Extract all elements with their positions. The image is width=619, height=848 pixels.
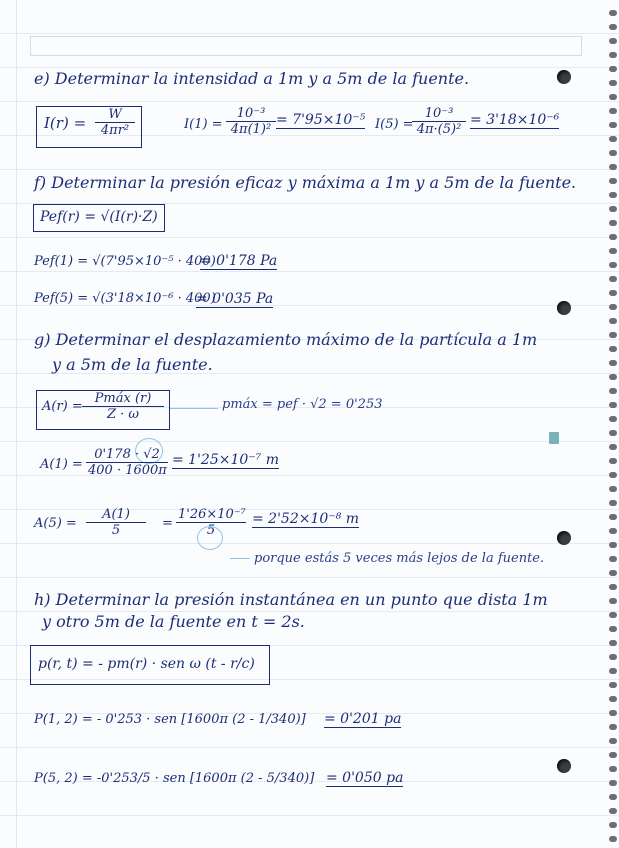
spiral-ring: [609, 332, 617, 338]
punch-hole: [557, 759, 571, 773]
displacement-formula-lhs: A(r) =: [42, 399, 83, 414]
a5-note: porque estás 5 veces más lejos de la fuente.: [254, 551, 545, 566]
spiral-ring: [609, 66, 617, 72]
spiral-ring: [609, 234, 617, 240]
spiral-ring: [609, 80, 617, 86]
spiral-ring: [609, 514, 617, 520]
spiral-ring: [609, 626, 617, 632]
punch-hole: [557, 531, 571, 545]
spiral-ring: [609, 500, 617, 506]
section-h-title-line1: h) Determinar la presión instantánea en un punto que dista 1m: [34, 590, 548, 609]
spiral-ring: [609, 696, 617, 702]
page-tab: [549, 432, 559, 444]
spiral-ring: [609, 458, 617, 464]
section-g-title-line1: g) Determinar el desplazamiento máximo de la partícula a 1m: [34, 330, 538, 349]
intensity-formula-lhs: I(r) =: [44, 114, 87, 132]
a5-lhs: A(5) =: [34, 516, 77, 531]
spiral-ring: [609, 710, 617, 716]
pmax-arrow: [170, 408, 218, 409]
a1-result: = 1'25×10⁻⁷ m: [172, 452, 280, 468]
spiral-ring: [609, 206, 617, 212]
i5-lhs: I(5) =: [375, 117, 414, 132]
spiral-ring: [609, 612, 617, 618]
margin-line: [16, 0, 17, 848]
spiral-ring: [609, 248, 617, 254]
a5-result: = 2'52×10⁻⁸ m: [252, 511, 360, 527]
i5-fraction: $\frac{\text{10⁻³}}{\text{4π·(5)²}}$: [412, 106, 466, 137]
spiral-ring: [609, 360, 617, 366]
pef1-expression: Pef(1) = √(7'95×10⁻⁵ · 400): [34, 254, 216, 269]
spiral-ring: [609, 150, 617, 156]
spiral-ring: [609, 164, 617, 170]
spiral-ring: [609, 178, 617, 184]
punch-hole: [557, 301, 571, 315]
spiral-ring: [609, 94, 617, 100]
spiral-ring: [609, 738, 617, 744]
pef5-expression: Pef(5) = √(3'18×10⁻⁶ · 400): [34, 291, 216, 306]
intensity-formula-fraction: $\frac{W}{\text{4πr²}}$: [95, 107, 135, 138]
spiral-ring: [609, 766, 617, 772]
spiral-ring: [609, 542, 617, 548]
spiral-ring: [609, 388, 617, 394]
instant-pressure-formula: p(r, t) = - pm(r) · sen ω (t - r/c): [38, 656, 255, 672]
p12-expression: P(1, 2) = - 0'253 · sen [1600π (2 - 1/340)]: [34, 712, 306, 727]
spiral-ring: [609, 584, 617, 590]
spiral-ring: [609, 108, 617, 114]
header-box: [30, 36, 582, 56]
section-e-title: e) Determinar la intensidad a 1m y a 5m de la fuente.: [34, 69, 470, 88]
pef1-result: = 0'178 Pa: [200, 253, 278, 269]
spiral-ring: [609, 304, 617, 310]
spiral-ring: [609, 122, 617, 128]
section-g-title-line2: y a 5m de la fuente.: [52, 355, 213, 374]
spiral-ring: [609, 794, 617, 800]
displacement-formula-fraction: Pmáx (r) Z · ω: [82, 391, 164, 422]
spiral-ring: [609, 822, 617, 828]
i5-result: = 3'18×10⁻⁶: [470, 112, 560, 128]
section-f-title: f) Determinar la presión eficaz y máxima a 1m y a 5m de la fuente.: [34, 173, 577, 192]
spiral-ring: [609, 416, 617, 422]
a5-mid-fraction: $\frac{\text{1'26×10⁻⁷}}{5}$: [178, 507, 246, 538]
spiral-ring: [609, 318, 617, 324]
spiral-ring: [609, 682, 617, 688]
a5-equals: =: [162, 516, 173, 531]
spiral-ring: [609, 668, 617, 674]
spiral-ring: [609, 780, 617, 786]
spiral-ring: [609, 276, 617, 282]
spiral-ring: [609, 430, 617, 436]
spiral-ring: [609, 528, 617, 534]
spiral-binding: [597, 0, 619, 848]
spiral-ring: [609, 136, 617, 142]
spiral-ring: [609, 654, 617, 660]
p52-expression: P(5, 2) = -0'253/5 · sen [1600π (2 - 5/340)]: [34, 771, 315, 786]
spiral-ring: [609, 724, 617, 730]
spiral-ring: [609, 752, 617, 758]
pmax-note: pmáx = pef · √2 = 0'253: [222, 397, 383, 412]
highlight-circle: [197, 526, 223, 550]
pef5-result: = 0'035 Pa: [196, 291, 274, 307]
spiral-ring: [609, 38, 617, 44]
spiral-ring: [609, 192, 617, 198]
p12-result: = 0'201 pa: [324, 711, 402, 727]
spiral-ring: [609, 10, 617, 16]
spiral-ring: [609, 220, 617, 226]
spiral-ring: [609, 836, 617, 842]
spiral-ring: [609, 570, 617, 576]
a1-fraction: $\frac{0'178 \cdot √2}{400 \cdot 1600\pi}$: [88, 447, 167, 478]
spiral-ring: [609, 24, 617, 30]
spiral-ring: [609, 444, 617, 450]
p52-result: = 0'050 pa: [326, 770, 404, 786]
spiral-ring: [609, 290, 617, 296]
spiral-ring: [609, 472, 617, 478]
section-h-title-line2: y otro 5m de la fuente en t = 2s.: [42, 612, 305, 631]
spiral-ring: [609, 346, 617, 352]
spiral-ring: [609, 556, 617, 562]
a5-fraction: $\frac{A(1)}{5}$: [86, 507, 146, 538]
i1-result: = 7'95×10⁻⁵: [276, 112, 366, 128]
i1-fraction: $\frac{\text{10⁻³}}{\text{4π(1)²}}$: [226, 106, 276, 137]
spiral-ring: [609, 598, 617, 604]
i1-lhs: I(1) =: [184, 117, 223, 132]
spiral-ring: [609, 374, 617, 380]
a1-lhs: A(1) =: [40, 457, 83, 472]
spiral-ring: [609, 52, 617, 58]
a5-note-arrow: [230, 558, 250, 559]
spiral-ring: [609, 262, 617, 268]
pef-formula: Pef(r) = √(I(r)·Z): [40, 209, 158, 225]
punch-hole: [557, 70, 571, 84]
spiral-ring: [609, 808, 617, 814]
spiral-ring: [609, 640, 617, 646]
spiral-ring: [609, 402, 617, 408]
spiral-ring: [609, 486, 617, 492]
